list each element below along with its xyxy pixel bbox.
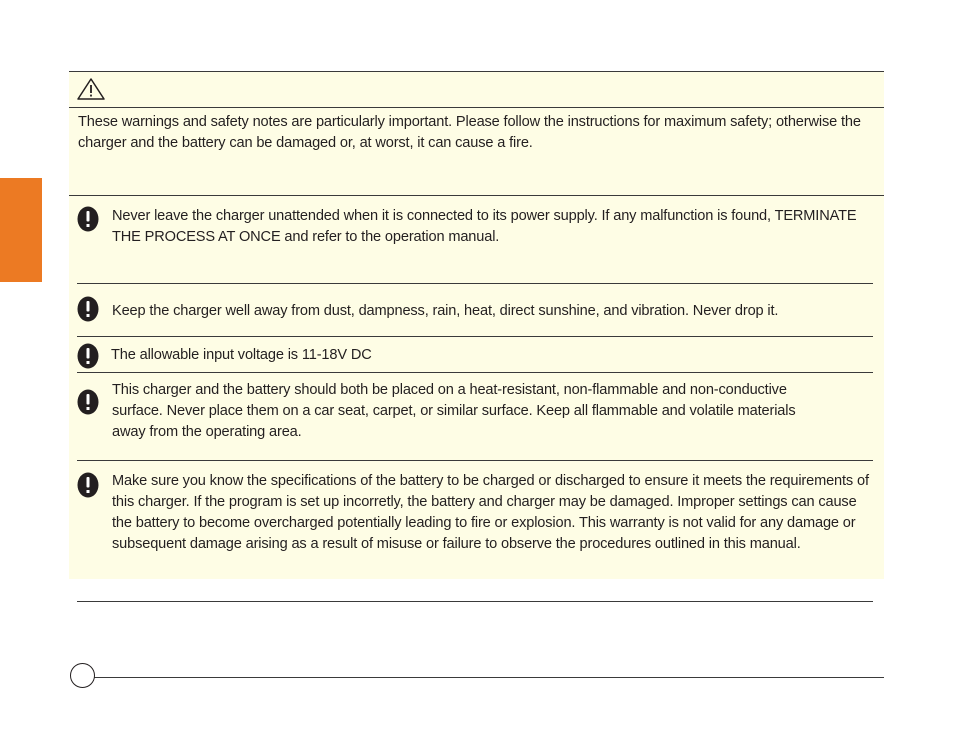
exclamation-icon [77,206,99,232]
exclamation-icon [77,389,99,415]
note-text-specifications: Make sure you know the specifications of the battery to be charged or discharged to ensure it meets the requirements of this charger. If the program is set up incorretly, the battery and charger may be damaged. Improper settings can cause the battery to become overcharged potentially leading to fire or explosion. This warranty is not valid for any damage or subsequent damage arising as a result of misuse or failure to observe the procedures outlined in this manual. [112,473,869,552]
note-divider-2 [77,336,873,337]
note-divider-3 [77,372,873,373]
note-divider-1 [77,283,873,284]
footer-rule [94,677,884,678]
note-text-voltage: The allowable input voltage is 11-18V DC [111,347,372,363]
exclamation-icon [77,343,99,369]
note-text-environment: Keep the charger well away from dust, dampness, rain, heat, direct sunshine, and vibration. Never drop it. [112,303,779,319]
note-text-unattended: Never leave the charger unattended when it is connected to its power supply. If any malfunction is found, TERMINATE THE PROCESS AT ONCE and refer to the operation manual. [112,208,857,245]
exclamation-icon [77,472,99,498]
panel-top-rule [69,71,884,72]
intro-rule [69,195,884,196]
intro-text: These warnings and safety notes are particularly important. Please follow the instructions for maximum safety; otherwise the charger and the battery can be damaged or, at worst, it can cause a fire. [78,114,861,151]
note-text-surface: This charger and the battery should both be placed on a heat-resistant, non-flammable and non-conductive surface. Never place them on a car seat, carpet, or similar surface. Keep all flammable and volatile materials away from the operating area. [112,382,796,440]
warning-triangle-icon [76,77,106,101]
section-end-rule [77,601,873,602]
chapter-tab [0,178,42,282]
page-number-circle [70,663,95,688]
header-rule [69,107,884,108]
exclamation-icon [77,296,99,322]
note-divider-4 [77,460,873,461]
